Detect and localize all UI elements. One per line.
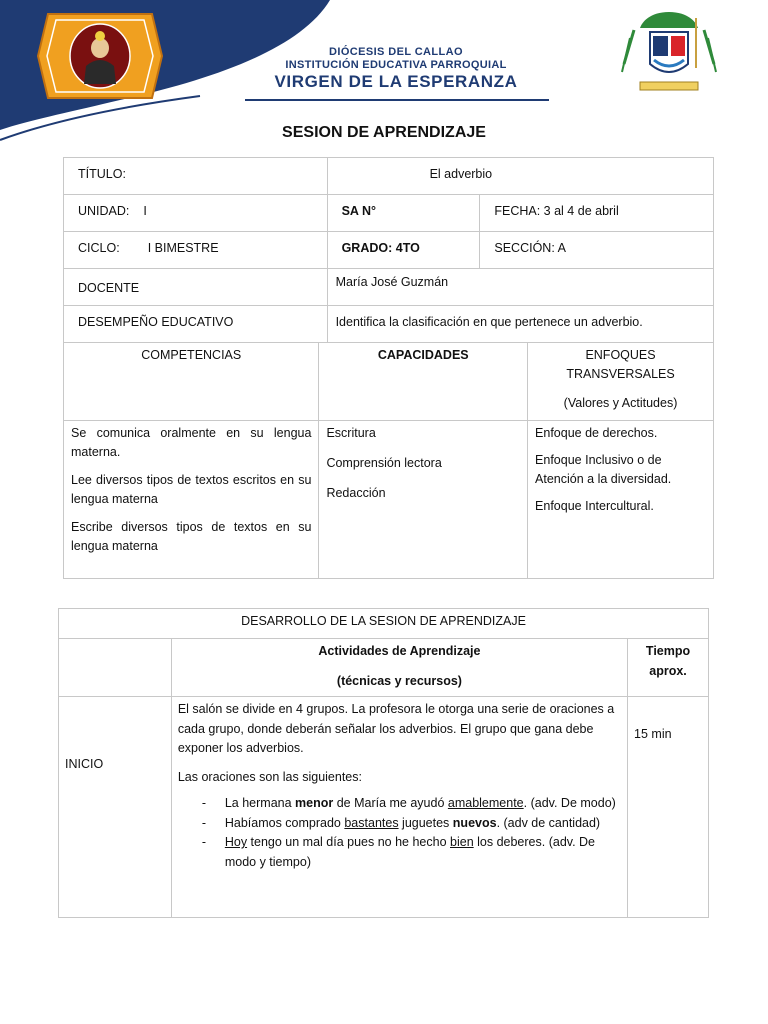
docente-value: María José Guzmán	[327, 269, 713, 306]
titulo-text: El adverbio	[429, 167, 493, 181]
actividades-title: Actividades de Aprendizaje	[318, 644, 481, 658]
table-row	[64, 195, 714, 232]
actividades-subtitle: (técnicas y recursos)	[336, 673, 462, 688]
table-row	[64, 158, 714, 195]
empty-cell	[59, 639, 172, 697]
institution-name-block	[240, 46, 552, 92]
grado-value: 4TO	[395, 241, 420, 255]
desarrollo-header: DESARROLLO DE LA SESION DE APRENDIZAJE	[59, 609, 709, 639]
list-item: Escribe diversos tipos de textos en su lengua materna	[71, 520, 312, 553]
list-item: Comprensión lectora	[326, 456, 442, 470]
table-row	[59, 609, 709, 639]
table-row	[64, 269, 714, 306]
list-item	[178, 833, 621, 872]
table-row	[64, 421, 714, 579]
list-item: Enfoque Inclusivo o de Atención a la diversidad.	[535, 453, 672, 486]
sentence-text: . (adv. De modo)	[523, 796, 616, 810]
sentence-underlined-word: bien	[450, 835, 474, 849]
table-row	[64, 306, 714, 343]
list-item: Lee diversos tipos de textos escritos en su lengua materna	[71, 473, 312, 506]
ciclo-value: I BIMESTRE	[147, 241, 219, 255]
unidad-value: I	[143, 204, 147, 218]
sentence-text: los deberes. (adv. De modo y tiempo)	[224, 835, 596, 869]
table-row	[64, 343, 714, 421]
enfoques-header	[528, 343, 714, 421]
ciclo-label: CICLO:	[78, 241, 120, 255]
sentence-bold-word: menor	[295, 796, 334, 810]
titulo-value	[327, 158, 713, 195]
fecha-value: FECHA: 3 al 4 de abril	[480, 195, 714, 232]
list-item: Enfoque de derechos.	[535, 426, 658, 440]
actividades-header	[171, 639, 627, 697]
inicio-description: El salón se divide en 4 grupos. La profesora le otorga una serie de oraciones a cada grupo, donde deberán señalar los adverbios. El grupo que gana debe exponer los adverbios.	[177, 702, 615, 755]
unidad-cell	[64, 195, 328, 232]
sentence-text: juguetes	[398, 815, 453, 830]
ciclo-cell	[64, 232, 328, 269]
diocese-coat-of-arms-logo	[620, 8, 718, 96]
capacidades-list	[319, 421, 528, 579]
inicio-label: INICIO	[59, 697, 172, 918]
enfoques-header-title: ENFOQUES TRANSVERSALES	[566, 348, 675, 381]
header-divider	[245, 99, 549, 101]
list-item: Escritura	[326, 426, 376, 440]
list-item	[178, 794, 621, 814]
competencias-header: COMPETENCIAS	[64, 343, 319, 421]
unidad-label: UNIDAD:	[78, 204, 130, 218]
list-item: Redacción	[326, 486, 386, 500]
titulo-label: TÍTULO:	[64, 158, 328, 195]
school-name: VIRGEN DE LA ESPERANZA	[274, 72, 518, 91]
list-item	[178, 814, 621, 834]
sa-label: SA N°	[327, 195, 480, 232]
sentence-underlined-word: Hoy	[224, 835, 248, 849]
diocese-name: DIÓCESIS DEL CALLAO	[329, 46, 463, 58]
docente-label: DOCENTE	[64, 269, 328, 306]
desempeno-value: Identifica la clasificación en que pertenece un adverbio.	[327, 306, 713, 343]
tiempo-title: Tiempo	[645, 644, 691, 658]
grado-label: GRADO:	[341, 241, 393, 255]
desempeno-label: DESEMPEÑO EDUCATIVO	[64, 306, 328, 343]
grado-cell	[327, 232, 480, 269]
inicio-tiempo: 15 min	[628, 697, 709, 918]
sentence-text: de María me ayudó	[333, 796, 448, 810]
document-title: SESION DE APRENDIZAJE	[282, 124, 486, 141]
sentence-text: Habíamos comprado	[224, 815, 345, 830]
institution-type: INSTITUCIÓN EDUCATIVA PARROQUIAL	[285, 59, 507, 71]
sentence-underlined-word: bastantes	[344, 815, 399, 830]
tiempo-header	[628, 639, 709, 697]
sentence-text: tengo un mal día pues no he hecho	[247, 835, 451, 849]
table-row	[59, 639, 709, 697]
competencias-table	[63, 342, 714, 579]
sentence-text: La hermana	[224, 796, 296, 810]
school-crest-logo	[36, 10, 164, 102]
session-info-table	[63, 157, 714, 343]
competencias-list	[64, 421, 319, 579]
capacidades-header: CAPACIDADES	[319, 343, 528, 421]
seccion-value: SECCIÓN: A	[480, 232, 714, 269]
list-item: Se comunica oralmente en su lengua materna.	[71, 426, 312, 459]
inicio-activities	[171, 697, 627, 918]
enfoques-header-subtitle: (Valores y Actitudes)	[563, 396, 678, 410]
sentence-bold-word: nuevos	[452, 815, 497, 830]
list-item: Enfoque Intercultural.	[535, 499, 654, 513]
table-row	[64, 232, 714, 269]
enfoques-list	[528, 421, 714, 579]
table-row	[59, 697, 709, 918]
oraciones-list	[178, 794, 621, 872]
oraciones-intro: Las oraciones son las siguientes:	[177, 769, 362, 784]
sentence-text: . (adv de cantidad)	[496, 815, 601, 830]
tiempo-subtitle: aprox.	[649, 663, 687, 678]
desarrollo-table	[58, 608, 709, 918]
sentence-underlined-word: amablemente	[447, 796, 524, 810]
